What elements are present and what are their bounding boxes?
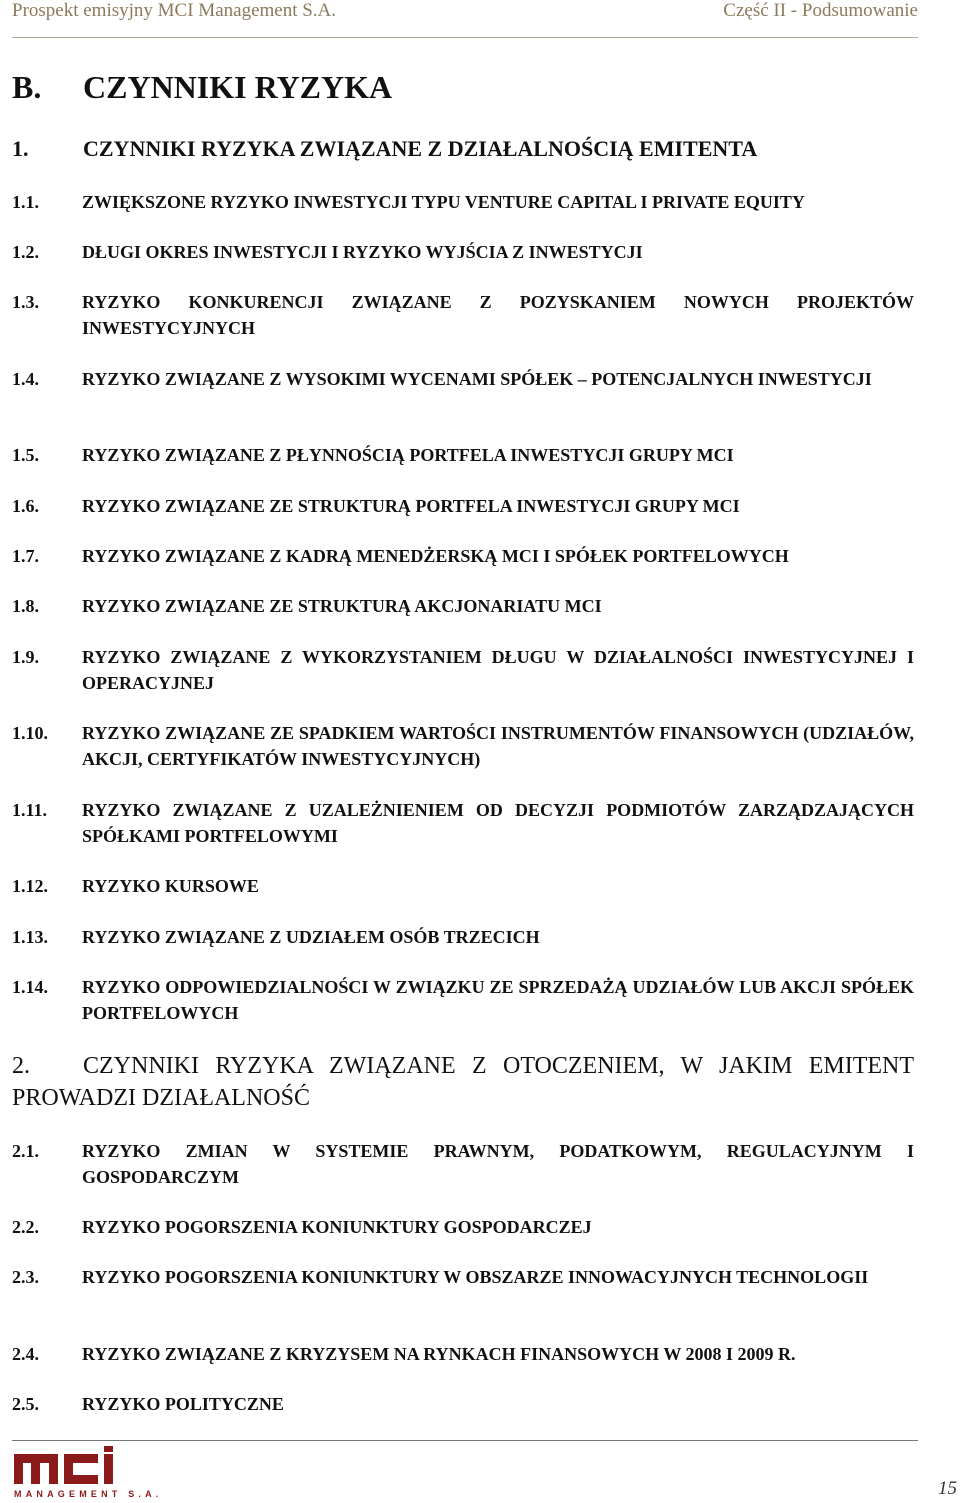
group-heading-2 <box>12 1050 914 1114</box>
item-number: 1.1. <box>12 192 39 212</box>
item-number: 1.9. <box>12 647 39 667</box>
page-header <box>12 0 918 30</box>
item-number: 1.5. <box>12 445 39 465</box>
item-number: 1.11. <box>12 800 48 820</box>
item-number: 1.13. <box>12 927 48 947</box>
group-number: 1. <box>12 136 29 161</box>
item-number: 2.1. <box>12 1141 39 1161</box>
item-number: 1.10. <box>12 723 48 743</box>
group-heading-1 <box>12 136 757 162</box>
list-item <box>12 1391 914 1417</box>
item-text: RYZYKO ODPOWIEDZIALNOŚCI W ZWIĄZKU ZE SPRZEDAŻĄ UDZIAŁÓW LUB AKCJI SPÓŁEK PORTFELOWYCH <box>82 977 914 1023</box>
list-item <box>12 1214 914 1240</box>
item-text: RYZYKO KURSOWE <box>82 876 259 896</box>
item-text: RYZYKO ZMIAN W SYSTEMIE PRAWNYM, PODATKOWYM, REGULACYJNYM I GOSPODARCZYM <box>82 1141 914 1187</box>
document-title: Prospekt emisyjny MCI Management S.A. <box>12 0 337 21</box>
section-heading <box>12 69 392 106</box>
item-number: 2.2. <box>12 1217 39 1237</box>
list-item <box>12 644 914 696</box>
item-text: RYZYKO ZWIĄZANE Z WYSOKIMI WYCENAMI SPÓŁEK – POTENCJALNYCH INWESTYCJI <box>82 369 872 389</box>
section-title: CZYNNIKI RYZYKA <box>83 69 393 105</box>
item-text: RYZYKO KONKURENCJI ZWIĄZANE Z POZYSKANIEM NOWYCH PROJEKTÓW INWESTYCYJNYCH <box>82 292 914 338</box>
item-text: RYZYKO ZWIĄZANE Z KRYZYSEM NA RYNKACH FINANSOWYCH W 2008 I 2009 R. <box>82 1344 796 1364</box>
item-text: RYZYKO POLITYCZNE <box>82 1394 284 1414</box>
item-number: 2.5. <box>12 1394 39 1414</box>
list-item <box>12 720 914 772</box>
item-text: RYZYKO ZWIĄZANE ZE STRUKTURĄ PORTFELA INWESTYCJI GRUPY MCI <box>82 496 740 516</box>
logo-subtext: MANAGEMENT S.A. <box>14 1489 163 1499</box>
list-item <box>12 1264 914 1290</box>
item-text: RYZYKO ZWIĄZANE Z WYKORZYSTANIEM DŁUGU W DZIAŁALNOŚCI INWESTYCYJNEJ I OPERACYJNEJ <box>82 647 914 693</box>
item-text: ZWIĘKSZONE RYZYKO INWESTYCJI TYPU VENTURE CAPITAL I PRIVATE EQUITY <box>82 192 805 212</box>
list-item <box>12 543 914 569</box>
list-item <box>12 442 914 468</box>
item-text: DŁUGI OKRES INWESTYCJI I RYZYKO WYJŚCIA Z INWESTYCJI <box>82 242 643 262</box>
list-item <box>12 239 914 265</box>
group-number: 2. <box>12 1053 30 1079</box>
item-number: 1.2. <box>12 242 39 262</box>
item-text: RYZYKO ZWIĄZANE Z UZALEŻNIENIEM OD DECYZJI PODMIOTÓW ZARZĄDZAJĄCYCH SPÓŁKAMI PORTFELOWYMI <box>82 800 914 846</box>
item-number: 1.12. <box>12 876 48 896</box>
item-number: 1.3. <box>12 292 39 312</box>
list-item <box>12 1138 914 1190</box>
item-number: 1.8. <box>12 596 39 616</box>
mci-logo <box>12 1446 163 1500</box>
item-text: RYZYKO ZWIĄZANE Z UDZIAŁEM OSÓB TRZECICH <box>82 927 540 947</box>
document-part: Część II - Podsumowanie <box>723 0 918 21</box>
footer-divider <box>12 1440 918 1441</box>
group-title: CZYNNIKI RYZYKA ZWIĄZANE Z DZIAŁALNOŚCIĄ EMITENTA <box>83 136 758 161</box>
item-text: RYZYKO POGORSZENIA KONIUNKTURY GOSPODARCZEJ <box>82 1217 592 1237</box>
group-title: CZYNNIKI RYZYKA ZWIĄZANE Z OTOCZENIEM, W JAKIM EMITENT PROWADZI DZIAŁALNOŚĆ <box>12 1053 914 1111</box>
item-number: 2.3. <box>12 1267 39 1287</box>
list-item <box>12 289 914 341</box>
page-number: 15 <box>938 1478 957 1499</box>
list-item <box>12 1341 914 1367</box>
item-number: 2.4. <box>12 1344 39 1364</box>
header-divider <box>12 37 918 38</box>
item-text: RYZYKO POGORSZENIA KONIUNKTURY W OBSZARZE INNOWACYJNYCH TECHNOLOGII <box>82 1267 869 1287</box>
list-item <box>12 924 914 950</box>
list-item <box>12 366 914 392</box>
item-text: RYZYKO ZWIĄZANE ZE SPADKIEM WARTOŚCI INSTRUMENTÓW FINANSOWYCH (UDZIAŁÓW, AKCJI, CERTYFIKATÓW INWESTYCYJNYCH) <box>82 723 914 769</box>
list-item <box>12 189 914 215</box>
item-text: RYZYKO ZWIĄZANE Z KADRĄ MENEDŻERSKĄ MCI I SPÓŁEK PORTFELOWYCH <box>82 546 789 566</box>
item-text: RYZYKO ZWIĄZANE ZE STRUKTURĄ AKCJONARIATU MCI <box>82 596 602 616</box>
item-number: 1.14. <box>12 977 48 997</box>
list-item <box>12 873 914 899</box>
item-number: 1.6. <box>12 496 39 516</box>
list-item <box>12 797 914 849</box>
section-number: B. <box>12 69 42 105</box>
item-number: 1.7. <box>12 546 39 566</box>
list-item <box>12 593 914 619</box>
item-number: 1.4. <box>12 369 39 389</box>
list-item <box>12 974 914 1026</box>
item-text: RYZYKO ZWIĄZANE Z PŁYNNOŚCIĄ PORTFELA INWESTYCJI GRUPY MCI <box>82 445 734 465</box>
list-item <box>12 493 914 519</box>
